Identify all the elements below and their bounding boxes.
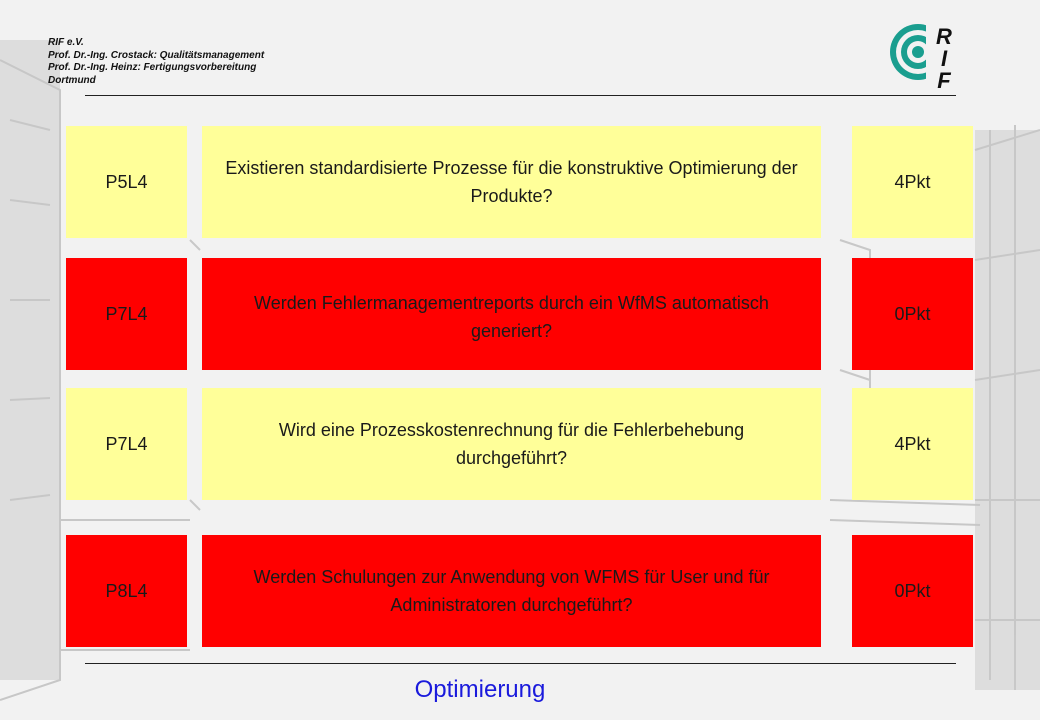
footer-divider [85,663,956,664]
rif-logo-icon [888,14,960,90]
criterion-code-1: P5L4 [66,126,187,238]
header-line-production: Prof. Dr.-Ing. Heinz: Fertigungsvorbereitung [48,62,257,73]
criterion-code-2: P7L4 [66,258,187,370]
header-organization-text [48,37,264,87]
criterion-code-4: P8L4 [66,535,187,647]
header-line-quality: Prof. Dr.-Ing. Crostack: Qualitätsmanagement [48,49,265,61]
svg-text:R: R [936,24,952,49]
criterion-points-1: 4Pkt [852,126,973,238]
criterion-question-3: Wird eine Prozesskostenrechnung für die Fehlerbehebung durchgeführt? [202,388,821,500]
header-divider [85,95,956,96]
criterion-points-4: 0Pkt [852,535,973,647]
svg-text:I: I [940,46,948,71]
criterion-question-4: Werden Schulungen zur Anwendung von WFMS für User und für Administratoren durchgeführt? [202,535,821,647]
svg-text:F: F [937,68,951,90]
criterion-points-2: 0Pkt [852,258,973,370]
header-line-city: Dortmund [48,74,96,86]
criterion-question-1: Existieren standardisierte Prozesse für die konstruktive Optimierung der Produkte? [202,126,821,238]
slide-title: Optimierung [414,676,546,703]
criterion-code-3: P7L4 [66,388,187,500]
criterion-points-3: 4Pkt [852,388,973,500]
criterion-question-2: Werden Fehlermanagementreports durch ein WfMS automatisch generiert? [202,258,821,370]
header-line-org: RIF e.V. [48,37,84,48]
